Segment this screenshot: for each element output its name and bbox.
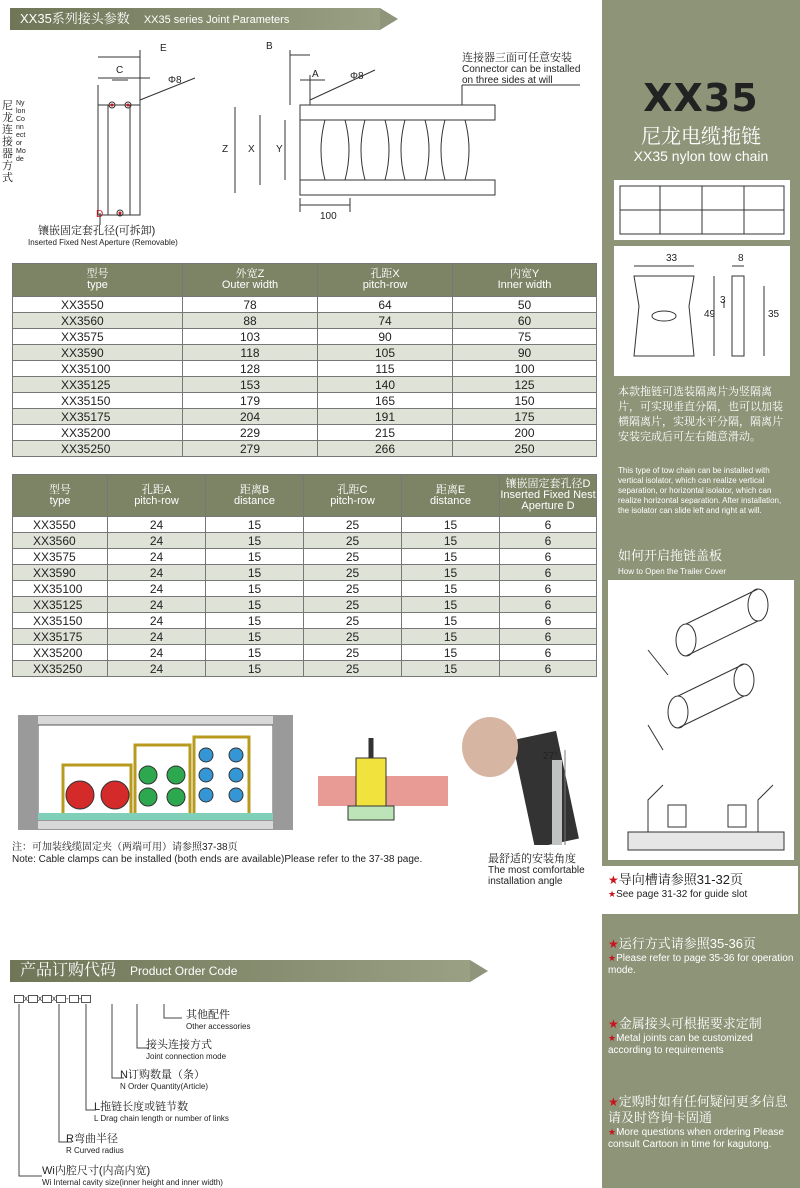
install-angle-caption <box>488 854 585 887</box>
pitch-table-cell: 24 <box>108 565 206 581</box>
pitch-table-cell: 15 <box>206 613 304 629</box>
product-sidebar <box>602 0 800 1188</box>
dim-e-label: E <box>160 43 167 54</box>
dim-100-label: 100 <box>320 211 337 222</box>
dim-b-label: B <box>266 41 273 52</box>
width-table-row <box>13 361 597 377</box>
pitch-table-cell: 6 <box>500 597 597 613</box>
bullet-cn: ★ 金属接头可根据要求定制 <box>608 1016 798 1032</box>
joint-params-header <box>10 8 380 30</box>
width-table-row <box>13 377 597 393</box>
bullet-en: ★ Please refer to page 35-36 for operation mode. <box>608 952 798 977</box>
width-table-cell: 175 <box>453 409 597 425</box>
order-item-3: L拖链长度或链节数 L Drag chain length or number of links <box>94 1101 229 1123</box>
cable-clamp-note <box>12 842 422 866</box>
width-table-cell: 88 <box>183 313 318 329</box>
pitch-table-cell: 24 <box>108 549 206 565</box>
pitch-table-cell: 15 <box>402 645 500 661</box>
dim-y-label: Y <box>276 144 283 155</box>
dim-phi-label: Φ8 <box>168 75 182 86</box>
dim-c-label: C <box>116 65 124 76</box>
open-cover-cn: 如何开启拖链盖板 <box>618 548 723 563</box>
bullet-cn: ★ 运行方式请参照35-36页 <box>608 936 798 952</box>
pitch-table-cell: 15 <box>206 597 304 613</box>
width-table-cell: XX35150 <box>13 393 183 409</box>
order-item-0: 其他配件 Other accessories <box>186 1009 251 1031</box>
width-table <box>12 263 597 457</box>
pitch-table-cell: 15 <box>402 517 500 533</box>
pitch-table-cell: 15 <box>206 645 304 661</box>
chain-top-view <box>614 180 790 240</box>
dim-8: 8 <box>738 253 744 264</box>
bullet-cn: ★ 导向槽请参照31-32页 <box>608 872 798 888</box>
pitch-table-cell: 24 <box>108 645 206 661</box>
width-table-cell: 153 <box>183 377 318 393</box>
pitch-table-cell: 15 <box>206 549 304 565</box>
dim-a-label: A <box>312 69 319 80</box>
pitch-table-cell: 24 <box>108 597 206 613</box>
width-table-cell: 118 <box>183 345 318 361</box>
order-code-header <box>10 960 470 982</box>
width-table-cell: XX3590 <box>13 345 183 361</box>
width-table-row <box>13 297 597 313</box>
width-table-cell: 250 <box>453 441 597 457</box>
dim-x-label: X <box>248 144 255 155</box>
width-table-cell: 229 <box>183 425 318 441</box>
pitch-table-row <box>13 661 597 677</box>
bullet-en: ★ More questions when ordering Please consult Cartoon in time for kagutong. <box>608 1126 798 1151</box>
mode-cn-label: 尼龙连接器方式 <box>2 100 13 184</box>
width-table-cell: 266 <box>318 441 453 457</box>
note-cn: 注：可加装线缆固定夹（两端可用）请参照37-38页 <box>12 842 238 853</box>
pitch-table-cell: 15 <box>206 661 304 677</box>
pitch-table-cell: 15 <box>402 581 500 597</box>
pitch-table-cell: 15 <box>206 581 304 597</box>
width-table-cell: XX3575 <box>13 329 183 345</box>
pitch-table-cell: 6 <box>500 645 597 661</box>
width-table-cell: 179 <box>183 393 318 409</box>
width-table-cell: XX35125 <box>13 377 183 393</box>
pitch-table-cell: 15 <box>402 597 500 613</box>
order-code-leaders <box>14 1004 214 1184</box>
angle-en2: installation angle <box>488 876 563 887</box>
pitch-table-cell: 15 <box>206 533 304 549</box>
pitch-table-cell: 6 <box>500 613 597 629</box>
width-table-cell: XX35200 <box>13 425 183 441</box>
pitch-table-cell: 6 <box>500 581 597 597</box>
pitch-table-cell: 6 <box>500 517 597 533</box>
width-table-cell: 90 <box>453 345 597 361</box>
pitch-table-cell: 25 <box>304 533 402 549</box>
header-cn: XX35系列接头参数 <box>20 11 130 26</box>
pitch-table-cell: 25 <box>304 629 402 645</box>
width-table-cell: 105 <box>318 345 453 361</box>
width-table-cell: 165 <box>318 393 453 409</box>
pitch-table-cell: XX35150 <box>13 613 108 629</box>
dim-z-label: Z <box>222 144 229 155</box>
pitch-table-cell: 24 <box>108 613 206 629</box>
width-table-row <box>13 329 597 345</box>
note-en: Note: Cable clamps can be installed (both ends are available)Please refer to the 37-38 page. <box>12 854 423 865</box>
sidebar-bullet-1 <box>608 872 798 901</box>
dim-3: 3 <box>720 295 726 306</box>
pitch-table-cell: 24 <box>108 661 206 677</box>
dim-35: 35 <box>768 309 780 320</box>
pitch-table-cell: 25 <box>304 597 402 613</box>
bullet-cn: ★ 定购时如有任何疑问更多信息请及时咨询卡固通 <box>608 1094 798 1126</box>
width-table-cell: 150 <box>453 393 597 409</box>
sidebar-bullet-3 <box>608 1016 798 1057</box>
pitch-table-row <box>13 581 597 597</box>
pitch-table-cell: 25 <box>304 565 402 581</box>
pitch-table-cell: 6 <box>500 533 597 549</box>
pitch-table-row <box>13 645 597 661</box>
angle-cn: 最舒适的安装角度 <box>488 853 576 865</box>
width-table-row <box>13 393 597 409</box>
open-cover-illustration <box>608 580 794 860</box>
pitch-table-header: 型号 type 孔距A pitch-row 距离B distance 孔距C pitch-row 距离E distance 镶嵌固定套孔径D Inserted Fixed Nest Aperture D <box>13 475 597 517</box>
pitch-table-cell: 6 <box>500 549 597 565</box>
width-table-cell: 50 <box>453 297 597 313</box>
width-table-cell: 60 <box>453 313 597 329</box>
width-table-cell: XX35175 <box>13 409 183 425</box>
connector-side-view <box>98 105 140 215</box>
pitch-table-cell: 15 <box>206 565 304 581</box>
cable-clamp-illustration <box>18 715 293 830</box>
pitch-table-cell: XX35100 <box>13 581 108 597</box>
conn-en1-label: Connector can be installed <box>462 64 581 75</box>
width-table-cell: 140 <box>318 377 453 393</box>
pitch-table-cell: XX35125 <box>13 597 108 613</box>
width-table-cell: 191 <box>318 409 453 425</box>
product-name-en: XX35 nylon tow chain <box>633 148 769 164</box>
nest-en-label: Inserted Fixed Nest Aperture (Removable) <box>28 238 178 247</box>
width-table-cell: 128 <box>183 361 318 377</box>
pitch-table-cell: XX35200 <box>13 645 108 661</box>
order-item-1: 接头连接方式 Joint connection mode <box>146 1039 227 1061</box>
pitch-table <box>12 474 597 677</box>
conn-cn-label: 连接器三面可任意安装 <box>462 52 572 64</box>
width-table-cell: 279 <box>183 441 318 457</box>
pitch-table-cell: 24 <box>108 517 206 533</box>
width-table-cell: XX3550 <box>13 297 183 313</box>
pitch-table-row <box>13 517 597 533</box>
mode-en-label: Nylon Connector Mode <box>16 100 26 163</box>
width-table-cell: 125 <box>453 377 597 393</box>
dim-49: 49 <box>704 309 716 320</box>
pitch-table-cell: 15 <box>402 629 500 645</box>
sidebar-bullet-2 <box>608 936 798 977</box>
width-table-cell: 64 <box>318 297 453 313</box>
conn-en2-label: on three sides at will <box>462 75 553 86</box>
pitch-table-row <box>13 613 597 629</box>
order-item-5: Wi内腔尺寸(内高内宽) Wi Internal cavity size(inner height and inner width) <box>42 1165 223 1187</box>
pitch-table-cell: 6 <box>500 565 597 581</box>
width-table-row <box>13 313 597 329</box>
width-table-cell: XX3560 <box>13 313 183 329</box>
header-en: XX35 series Joint Parameters <box>143 14 290 26</box>
width-table-cell: XX35100 <box>13 361 183 377</box>
pitch-table-cell: 25 <box>304 613 402 629</box>
pitch-table-cell: 15 <box>402 565 500 581</box>
width-table-cell: 75 <box>453 329 597 345</box>
pitch-table-cell: 24 <box>108 629 206 645</box>
width-table-cell: 78 <box>183 297 318 313</box>
product-title: XX35 <box>643 76 759 120</box>
order-item-2: N订购数量（条） N Order Quantity(Article) <box>120 1069 209 1091</box>
pitch-table-cell: XX3560 <box>13 533 108 549</box>
pitch-table-cell: 25 <box>304 517 402 533</box>
pitch-table-cell: 24 <box>108 581 206 597</box>
width-table-row <box>13 425 597 441</box>
angle-en1: The most comfortable <box>488 865 585 876</box>
order-item-4: R弯曲半径 R Curved radius <box>66 1133 124 1155</box>
width-table-row <box>13 409 597 425</box>
pitch-table-cell: XX35175 <box>13 629 108 645</box>
pitch-table-cell: 25 <box>304 661 402 677</box>
pitch-table-cell: 25 <box>304 581 402 597</box>
pitch-table-cell: 15 <box>206 517 304 533</box>
pitch-table-cell: 6 <box>500 661 597 677</box>
pitch-table-cell: 15 <box>402 549 500 565</box>
width-table-cell: XX35250 <box>13 441 183 457</box>
pitch-table-cell: XX3550 <box>13 517 108 533</box>
description-en: This type of tow chain can be installed with vertical isolator, which can realize vertical separation, or horizontal isolator, which can realize horizontal separation. After installation, the isolator can slide left and right at will. <box>618 466 782 515</box>
header2-en: Product Order Code <box>130 964 238 978</box>
width-table-row <box>13 345 597 361</box>
open-cover-en: How to Open the Trailer Cover <box>618 567 727 576</box>
pitch-table-cell: 15 <box>402 533 500 549</box>
dim-phi2-label: Φ8 <box>350 71 364 82</box>
pitch-table-cell: 6 <box>500 629 597 645</box>
pitch-table-row <box>13 533 597 549</box>
width-table-cell: 200 <box>453 425 597 441</box>
width-table-cell: 100 <box>453 361 597 377</box>
width-table-cell: 90 <box>318 329 453 345</box>
bullet-en: ★ Metal joints can be customized according to requirements <box>608 1032 798 1057</box>
bullet-en: ★ See page 31-32 for guide slot <box>608 888 798 901</box>
width-table-cell: 74 <box>318 313 453 329</box>
pitch-table-cell: 25 <box>304 645 402 661</box>
pitch-table-row <box>13 597 597 613</box>
width-table-cell: 215 <box>318 425 453 441</box>
pitch-table-cell: 15 <box>402 613 500 629</box>
pitch-table-row <box>13 629 597 645</box>
pitch-table-cell: XX3590 <box>13 565 108 581</box>
pitch-table-cell: 15 <box>402 661 500 677</box>
pitch-table-cell: 15 <box>206 629 304 645</box>
angle-value: 27° <box>543 751 559 762</box>
clamp-profile-illustration <box>318 738 448 828</box>
dim-d-label: D <box>96 209 104 220</box>
pitch-table-cell: XX35250 <box>13 661 108 677</box>
header2-cn: 产品订购代码 <box>20 962 117 979</box>
chain-dimension-drawing <box>614 246 790 376</box>
width-table-cell: 103 <box>183 329 318 345</box>
pitch-table-row <box>13 565 597 581</box>
nest-cn-label: 镶嵌固定套孔径(可拆卸) <box>38 225 156 237</box>
installation-angle-photo <box>462 705 592 845</box>
width-table-cell: 115 <box>318 361 453 377</box>
product-name-cn: 尼龙电缆拖链 <box>641 126 761 148</box>
pitch-table-cell: 25 <box>304 549 402 565</box>
pitch-table-row <box>13 549 597 565</box>
sidebar-bullet-4 <box>608 1094 798 1151</box>
description-cn: 本款拖链可选装隔离片为竖隔离片，可实现垂直分隔，也可以加装横隔离片，实现水平分隔，隔离片安装完成后可左右随意滑动。 <box>618 386 783 443</box>
pitch-table-cell: XX3575 <box>13 549 108 565</box>
pitch-table-cell: 24 <box>108 533 206 549</box>
width-table-header: 型号 type 外宽Z Outer width 孔距X pitch-row 内宽Y Inner width <box>13 264 597 297</box>
width-table-cell: 204 <box>183 409 318 425</box>
width-table-row <box>13 441 597 457</box>
order-code-boxes: x x x - - <box>14 994 91 1003</box>
dim-33: 33 <box>666 253 678 264</box>
